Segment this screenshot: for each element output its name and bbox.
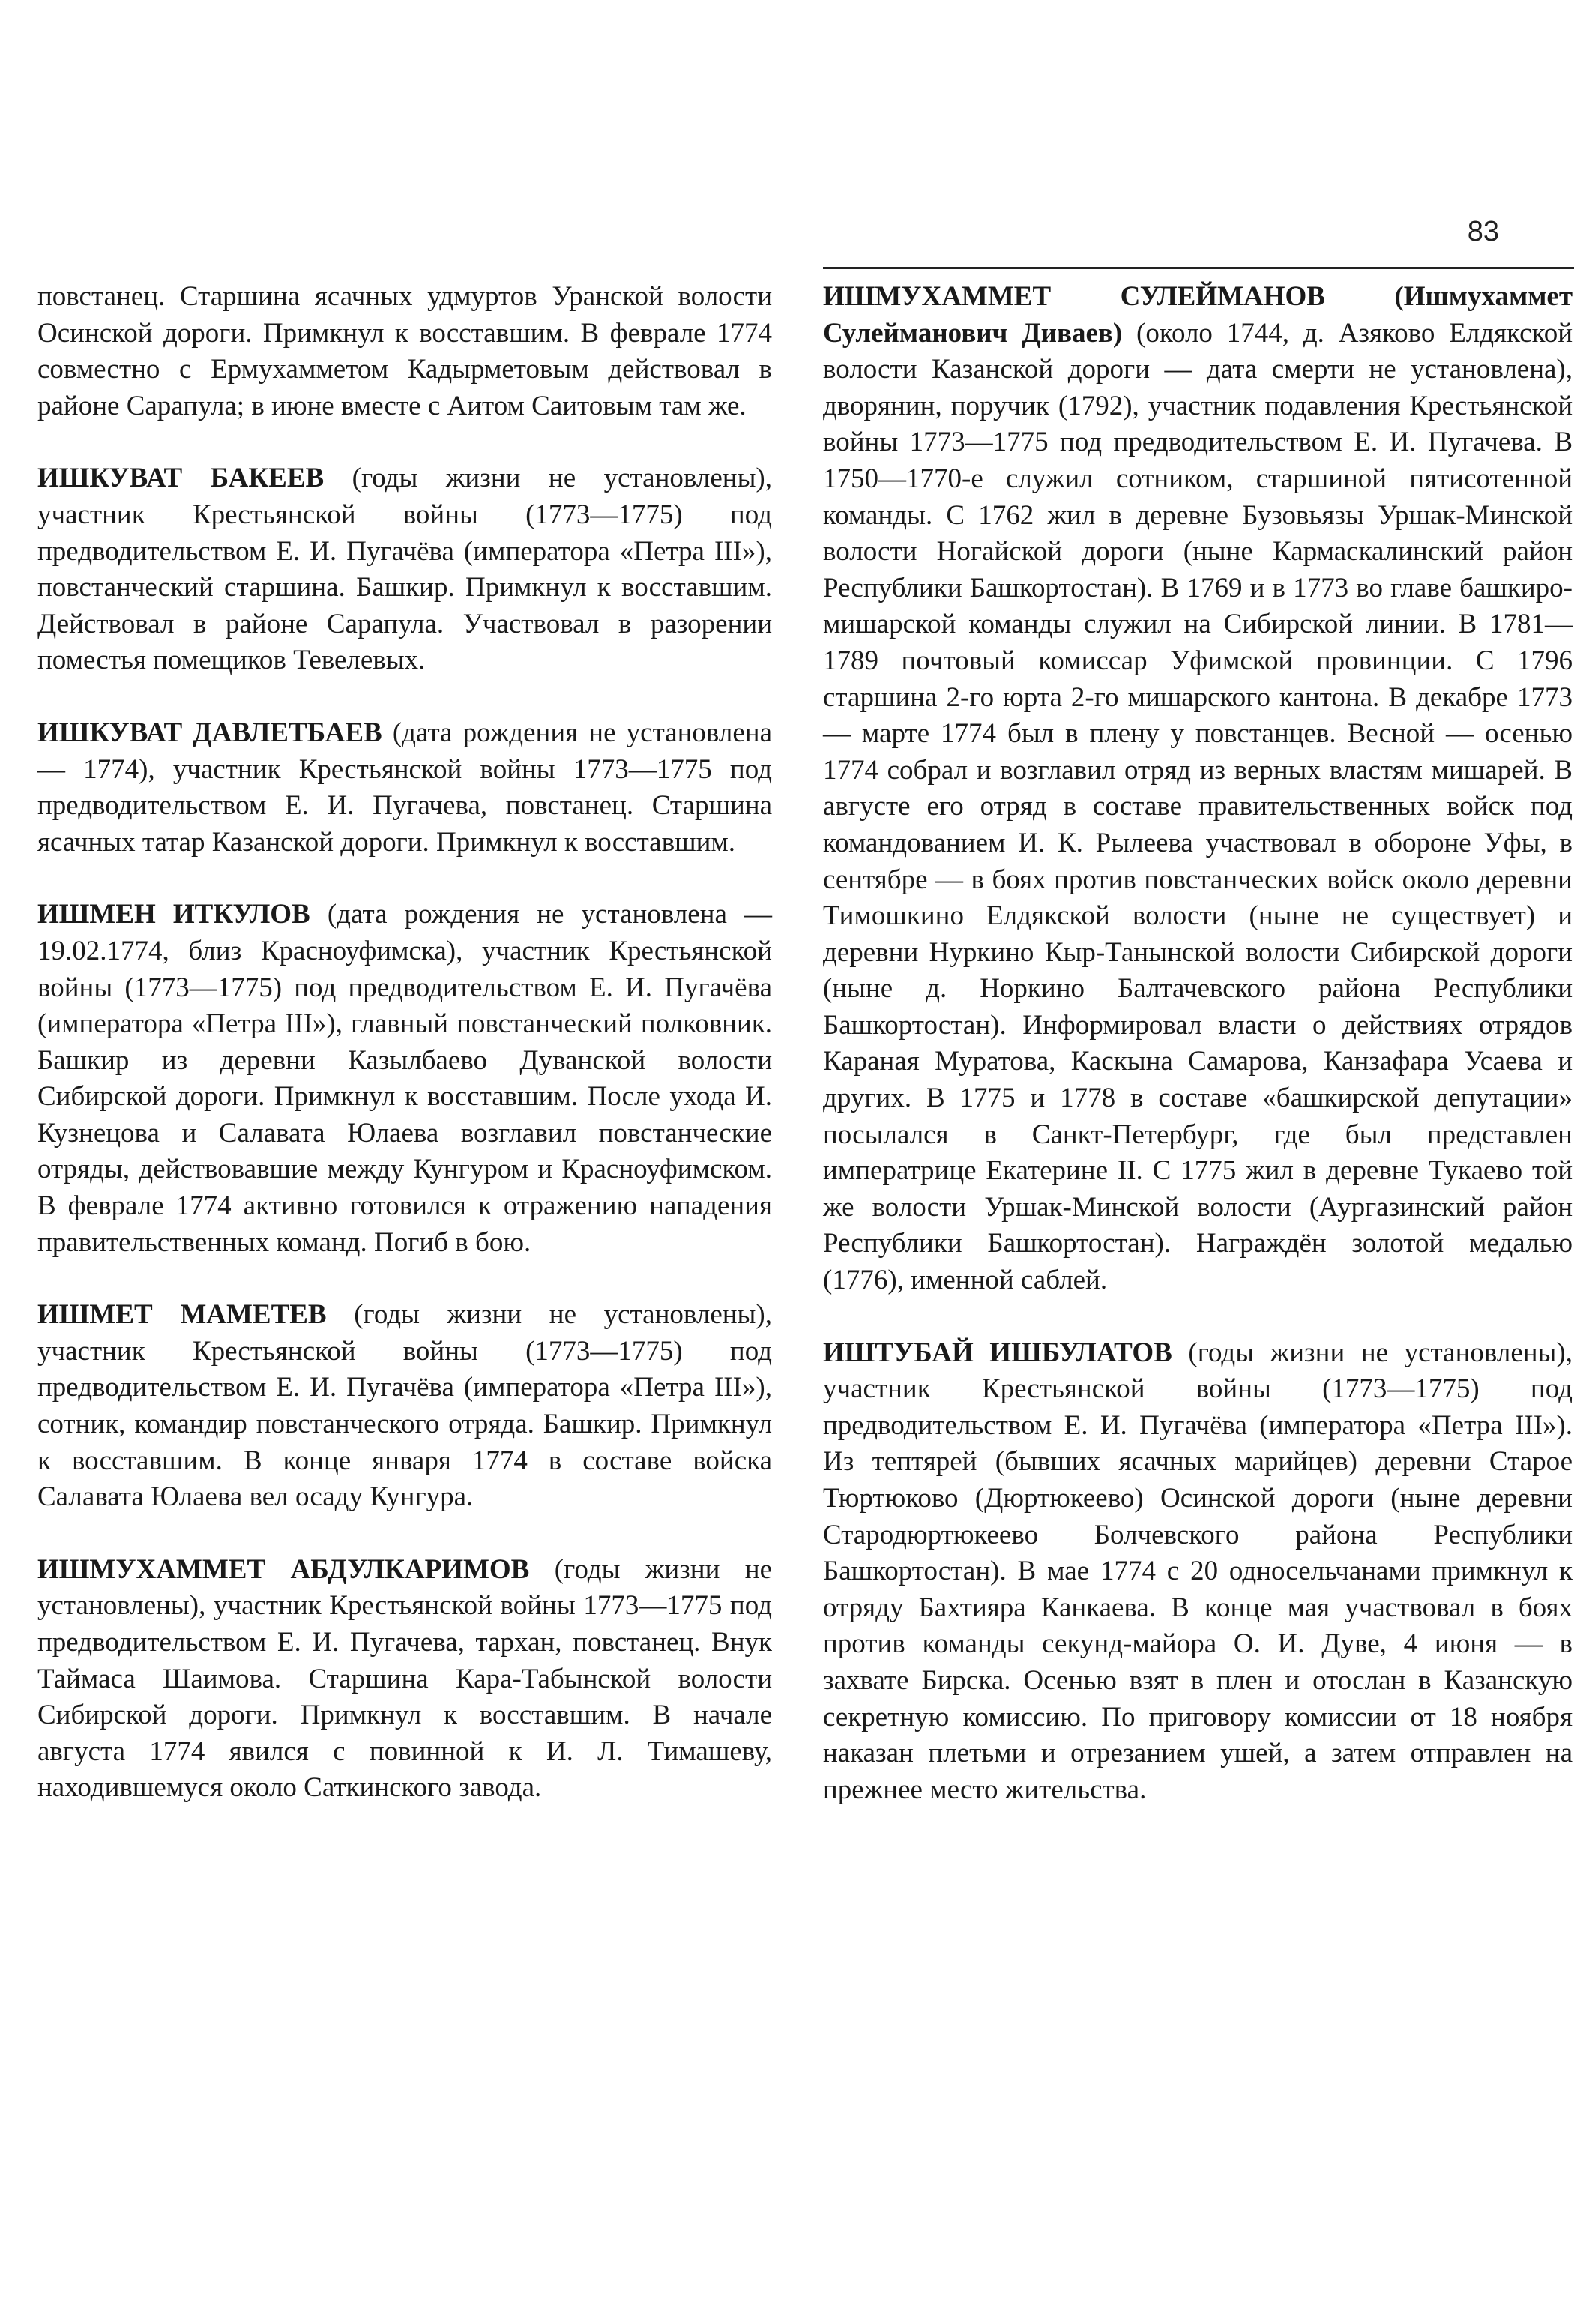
entry-ishmet-mametev — [37, 1297, 772, 1516]
entry-headword: ИШМУХАММЕТ АБДУЛКАРИМОВ — [37, 1553, 530, 1585]
entry-headword: ИШКУВАТ ДАВЛЕТБАЕВ — [37, 717, 382, 748]
page-number: 83 — [1467, 216, 1499, 247]
entry-body: (годы жизни не установлены), участник Крестьянской войны (1773—1775) под предводительством Е. И. Пугачёва (императора «Петра III»). Из тептярей (бывших ясачных марийцев) деревни Старое Тюртюково (Дюртюкеево) Осинской дороги (ныне деревни Стародюртюкеево Болчевского района Республики Башкортостан). В мае 1774 с 20 односельчанами примкнул к отряду Бахтияра Канкаева. В конце мая участвовал в боях против команды секунд-майора О. И. Дуве, 4 июня — в захвате Бирска. Осенью взят в плен и отослан в Казанскую секретную комиссию. По приговору комиссии от 18 ноября наказан плетьми и отрезанием ушей, а затем отправлен на прежнее место жительства. — [823, 1337, 1573, 1805]
entry-headword: ИШМУХАММЕТ СУЛЕЙМАНОВ — [823, 281, 1325, 312]
header-rule — [823, 267, 1574, 269]
entry-headword: ИШТУБАЙ ИШБУЛАТОВ — [823, 1337, 1172, 1368]
entry-body: (дата рождения не установлена — 19.02.1774, близ Красноуфимска), участник Крестьянской войны (1773—1775) под предводительством Е. И. Пугачёва (императора «Петра III»), главный повстанческий полковник. Башкир из деревни Казылбаево Дуванской волости Сибирской дороги. Примкнул к восставшим. После ухода И. Кузнецова и Салавата Юлаева возглавил повстанческие отряды, действовавшие между Кунгуром и Красноуфимском. В феврале 1774 активно готовился к отражению нападения правительственных команд. Погиб в бою. — [37, 899, 772, 1258]
entry-body: (дата рождения не установлена — 1774), участник Крестьянской войны 1773—1775 под предводительством Е. И. Пугачева, повстанец. Старшина ясачных татар Казанской дороги. Примкнул к восставшим. — [37, 717, 773, 858]
entry-headword: ИШКУВАТ БАКЕЕВ — [37, 463, 325, 494]
entry-ishkuvat-bakeev — [37, 460, 772, 679]
entry-continuation-text: повстанец. Старшина ясачных удмуртов Уранской волости Осинской дороги. Примкнул к восставшим. В феврале 1774 совместно с Ермухамметом Кадырметовым действовал в районе Сарапула; в июне вместе с Аитом Саитовым там же. — [37, 281, 772, 421]
entry-ishmukhammet-suleymanov — [823, 279, 1573, 1299]
left-column — [37, 279, 772, 1843]
entry-headword: ИШМЕН ИТКУЛОВ — [37, 899, 310, 930]
entry-ishmen-itkulov — [37, 897, 772, 1261]
entry-alt-name: (Ишмухаммет Сулейманович Диваев) — [823, 281, 1573, 349]
entry-body: (годы жизни не установлены), участник Крестьянской войны 1773—1775 под предводительством Е. И. Пугачева, тархан, повстанец. Внук Таймаса Шаимова. Старшина Кара-Табынской волости Сибирской дороги. Примкнул к восставшим. В начале августа 1774 явился с повинной к И. Л. Тимашеву, находившемуся около Саткинского завода. — [37, 1553, 773, 1804]
entry-continuation — [37, 279, 772, 424]
entry-ishkuvat-davletbaev — [37, 715, 772, 861]
entry-headword: ИШМЕТ МАМЕТЕВ — [37, 1299, 327, 1331]
entry-ishtubay-ishbulatov — [823, 1335, 1573, 1809]
entry-body: (годы жизни не установлены), участник Крестьянской войны (1773—1775) под предводительством Е. И. Пугачёва (императора «Петра III»), повстанческий старшина. Башкир. Примкнул к восставшим. Действовал в районе Сарапула. Участвовал в разорении поместья помещиков Тевелевых. — [37, 463, 772, 676]
entry-body: (около 1744, д. Азяково Елдякской волости Казанской дороги — дата смерти не установлена), дворянин, поручик (1792), участник подавления Крестьянской войны 1773—1775 под предводительством Е. И. Пугачева. В 1750—1770-е служил сотником, старшиной пятисотенной команды. С 1762 жил в деревне Бузовьязы Уршак-Минской волости Ногайской дороги (ныне Кармаскалинский район Республики Башкортостан). В 1769 и в 1773 во главе башкиро-мишарской команды служил на Сибирской линии. В 1781—1789 почтовый комиссар Уфимской провинции. С 1796 старшина 2-го юрта 2-го мишарского кантона. В декабре 1773 — марте 1774 был в плену у повстанцев. Весной — осенью 1774 собрал и возглавил отряд из верных властям мишарей. В августе его отряд в составе правительственных войск под командованием И. К. Рылеева участвовал в обороне Уфы, в сентябре — в боях против повстанческих войск около деревни Тимошкино Елдякской волости (ныне не существует) и деревни Нуркино Кыр-Танынской волости Сибирской дороги (ныне д. Норкино Балтачевского района Республики Башкортостан). Информировал власти о действиях отрядов Караная Муратова, Каскына Самарова, Канзафара Усаева и других. В 1775 и 1778 в составе «башкирской депутации» посылался в Санкт-Петербург, где был представлен императрице Екатерине II. С 1775 жил в деревне Тукаево той же волости Уршак-Минской волости (Аургазинский район Республики Башкортостан). Награждён золотой медалью (1776), именной саблей. — [823, 317, 1573, 1296]
entry-body: (годы жизни не установлены), участник Крестьянской войны (1773—1775) под предводительством Е. И. Пугачёва (императора «Петра III»), сотник, командир повстанческого отряда. Башкир. Примкнул к восставшим. В конце января 1774 в составе войска Салавата Юлаева вел осаду Кунгура. — [37, 1299, 772, 1513]
right-column — [823, 279, 1573, 1844]
entry-ishmukhammet-abdulkarimov — [37, 1552, 772, 1807]
